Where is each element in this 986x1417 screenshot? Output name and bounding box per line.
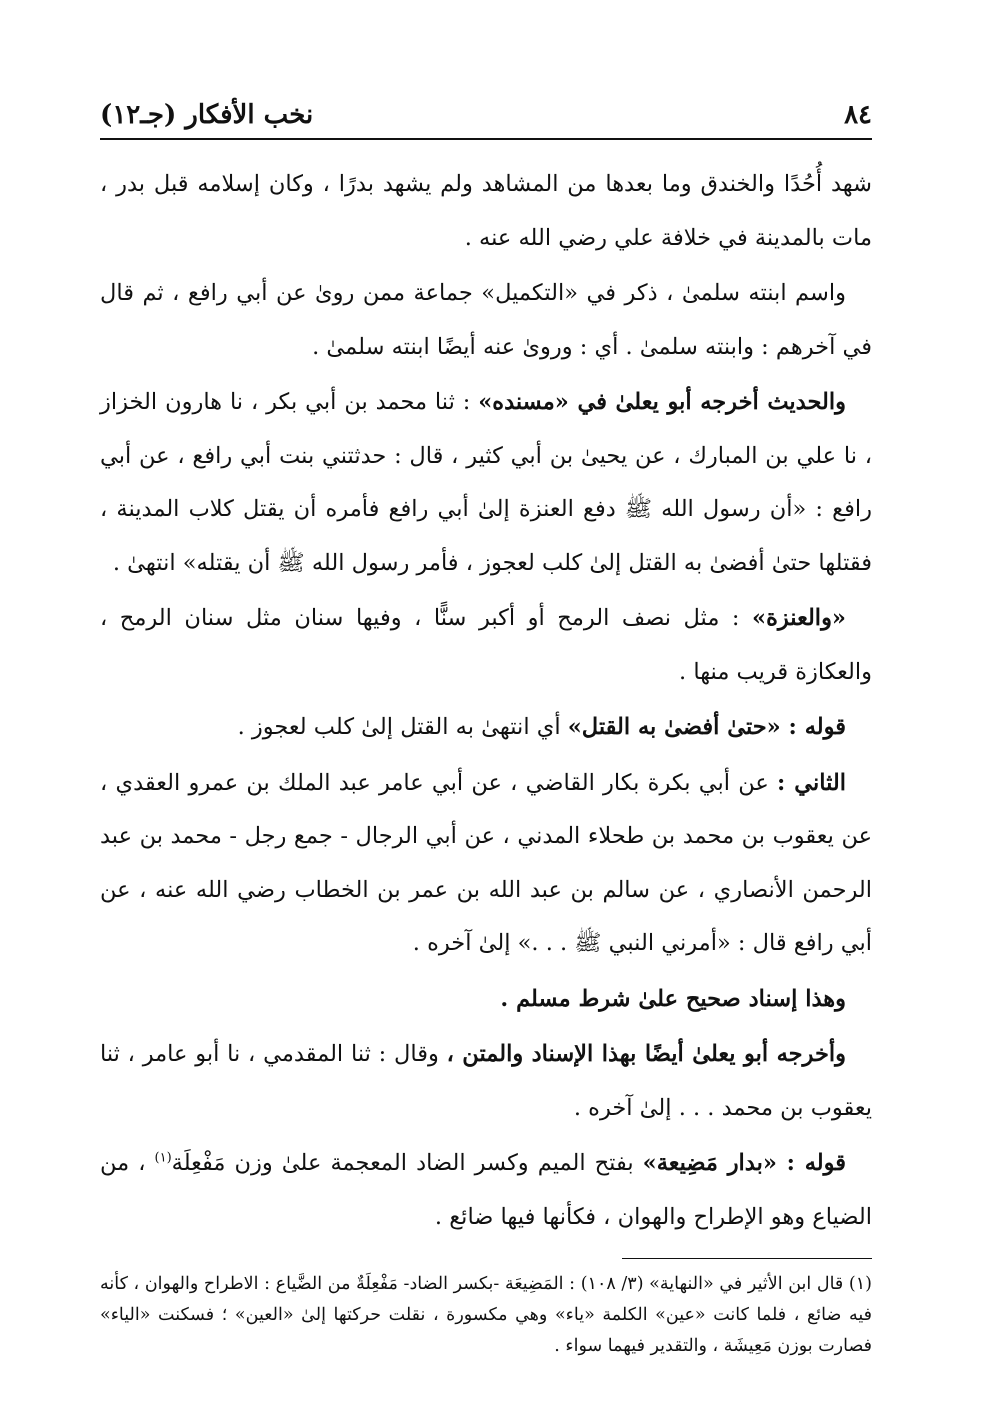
paragraph-4-text: : مثل نصف الرمح أو أكبر سنًّا ، وفيها سنان مثل سنان الرمح ، والعكازة قريب منها . (100, 605, 872, 685)
paragraph-8 (100, 1028, 872, 1135)
main-text (100, 158, 872, 1244)
paragraph-1: شهد أُحُدًا والخندق وما بعدها من المشاهد ولم يشهد بدرًا ، وكان إسلامه قبل بدر ، مات بالمدينة في خلافة علي رضي الله عنه . (100, 171, 872, 251)
paragraph-3-heading: والحديث أخرجه أبو يعلىٰ في «مسنده» (478, 389, 846, 415)
paragraph-9-text-b: ، من الضياع وهو الإطراح والهوان ، فكأنها فيها ضائع . (100, 1150, 872, 1230)
paragraph-6-heading: الثاني : (777, 769, 846, 796)
page-header (100, 88, 872, 140)
running-title: نخب الأفكار (جـ١٢) (100, 100, 314, 130)
footnote (100, 1269, 872, 1362)
paragraph-9 (100, 1137, 872, 1244)
paragraph-5-heading: قوله : «حتىٰ أفضىٰ به القتل» (567, 714, 846, 740)
paragraph-4 (100, 592, 872, 699)
paragraph-9-text-a: بفتح الميم وكسر الضاد المعجمة علىٰ وزن مَفْعِلَة (171, 1150, 643, 1176)
paragraph-6-text: عن أبي بكرة بكار القاضي ، عن أبي عامر عبد الملك بن عمرو العقدي ، عن يعقوب بن محمد بن طحلاء المدني ، عن أبي الرجال - جمع رجل - محمد بن عبد الرحمن الأنصاري ، عن سالم بن عبد الله بن عمر بن الخطاب رضي الله عنه ، عن أبي رافع قال : «أمرني النبي ﷺ . . .» إلىٰ آخره . (100, 769, 872, 956)
paragraph-3-text: : ثنا محمد بن أبي بكر ، نا هارون الخزاز ، نا علي بن المبارك ، عن يحيىٰ بن أبي كثير ، قال : حدثتني بنت أبي رافع ، عن أبي رافع : «أن رسول الله ﷺ دفع العنزة إلىٰ أبي رافع فأمره أن يقتل كلاب المدينة ، فقتلها حتىٰ أفضىٰ به القتل إلىٰ كلب لعجوز ، فأمر رسول الله ﷺ أن يقتله» انتهىٰ . (100, 389, 872, 576)
paragraph-5 (100, 701, 872, 755)
paragraph-3 (100, 376, 872, 590)
paragraph-4-heading: «والعنزة» (752, 605, 846, 631)
paragraph-9-heading: قوله : «بدار مَضِيعة» (642, 1150, 846, 1176)
footnote-separator (622, 1258, 872, 1259)
page-number: ٨٤ (844, 100, 872, 130)
paragraph-8-text: وقال : ثنا المقدمي ، نا أبو عامر ، ثنا يعقوب بن محمد . . . إلىٰ آخره . (100, 1041, 872, 1121)
footnote-1: (١) قال ابن الأثير في «النهاية» (٣/ ١٠٨) : المَضِيعَة -بكسر الضاد- مَفْعِلَةٌ من الضَّياع : الاطراح والهوان ، كأنه فيه ضائع ، فلما كانت «عين» الكلمة «ياء» وهي مكسورة ، نقلت حركتها إلىٰ «العين» ؛ فسكنت «الياء» فصارت بوزن مَعِيشَة ، والتقدير فيهما سواء . (100, 1274, 872, 1356)
paragraph-8-heading: وأخرجه أبو يعلىٰ أيضًا بهذا الإسناد والمتن ، (446, 1041, 846, 1067)
paragraph-7-heading: وهذا إسناد صحيح علىٰ شرط مسلم . (500, 985, 846, 1012)
paragraph-5-text: أي انتهىٰ به القتل إلىٰ كلب لعجوز . (237, 714, 568, 740)
paragraph-6 (100, 757, 872, 971)
paragraph-2: واسم ابنته سلمىٰ ، ذكر في «التكميل» جماعة ممن روىٰ عن أبي رافع ، ثم قال في آخرهم : وابنته سلمىٰ . أي : وروىٰ عنه أيضًا ابنته سلمىٰ . (100, 280, 872, 360)
paragraph-7 (100, 973, 872, 1027)
footnote-reference: (١) (154, 1150, 172, 1166)
document-page (100, 88, 872, 1388)
